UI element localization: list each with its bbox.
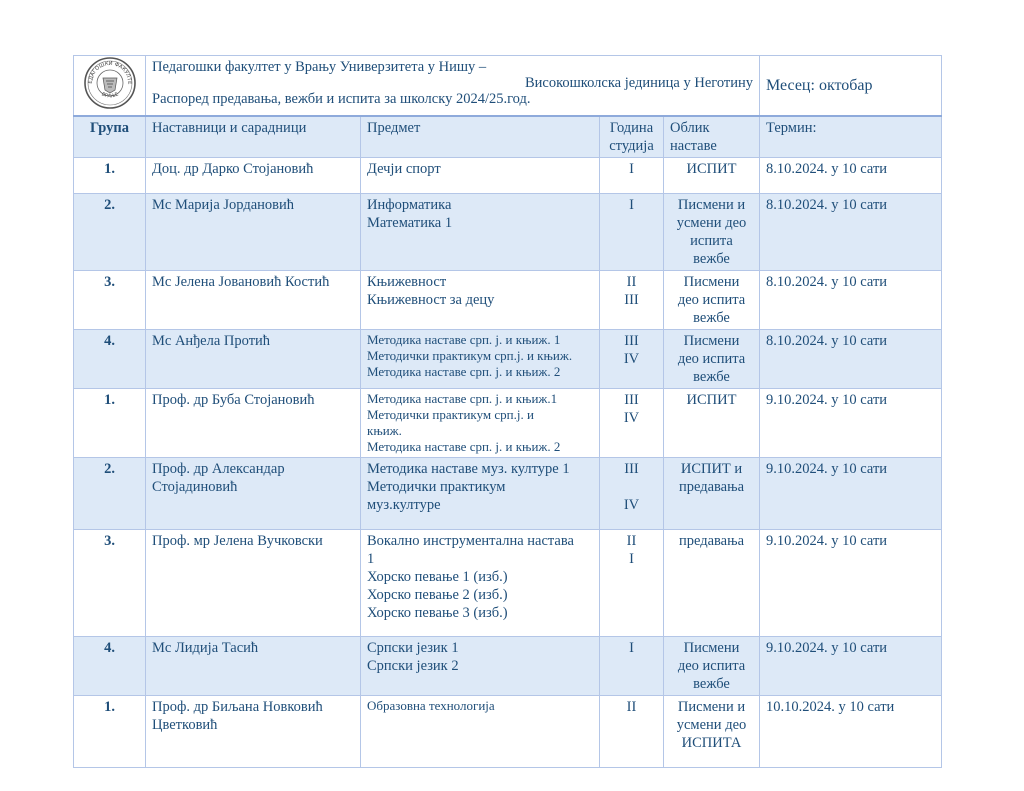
years-line: III — [624, 461, 639, 477]
title-line-3: Распоред предавања, вежби и испита за школску 2024/25.год. — [152, 91, 531, 107]
teacher-name — [146, 271, 361, 330]
form-line: део испита — [677, 658, 746, 674]
subjects-line: Методика наставе срп. ј. и књиж. 2 — [367, 439, 561, 454]
subject-list — [361, 637, 600, 696]
group-number: 1. — [74, 696, 146, 768]
form-line: Писмени — [683, 333, 740, 349]
form-line: ИСПИТ — [686, 392, 737, 408]
exam-term: 9.10.2024. у 10 сати — [760, 530, 942, 637]
exam-term: 10.10.2024. у 10 сати — [760, 696, 942, 768]
years-line: I — [629, 640, 634, 656]
subjects-line: Хорско певање 1 (изб.) — [367, 569, 508, 585]
form-line: вежбе — [693, 676, 730, 692]
teaching-form — [664, 271, 760, 330]
teaching-form — [664, 696, 760, 768]
table-row — [74, 637, 942, 696]
exam-term: 9.10.2024. у 10 сати — [760, 637, 942, 696]
teacher-line: Стојадиновић — [152, 479, 238, 495]
years-line: III — [624, 392, 639, 408]
exam-term: 8.10.2024. у 10 сати — [760, 330, 942, 389]
teacher-line: Мс Марија Јордановић — [152, 197, 295, 213]
form-line: вежбе — [693, 251, 730, 267]
teacher-line: Мс Јелена Јовановић Костић — [152, 274, 330, 290]
group-number: 4. — [74, 330, 146, 389]
teacher-name — [146, 458, 361, 530]
teaching-form — [664, 389, 760, 458]
subjects-line: Методика наставе муз. културе 1 — [367, 461, 570, 477]
subject-list — [361, 389, 600, 458]
years-line: IV — [623, 351, 640, 367]
form-line: вежбе — [693, 369, 730, 385]
study-year — [600, 271, 664, 330]
subjects-line: Вокално инструментална настава — [367, 533, 574, 549]
teacher-name — [146, 194, 361, 271]
subject-list — [361, 330, 600, 389]
col-year-header-line1: Година — [609, 120, 654, 136]
subjects-line: Математика 1 — [367, 215, 453, 231]
years-line: IV — [623, 497, 640, 513]
study-year — [600, 158, 664, 194]
table-row — [74, 696, 942, 768]
form-line: усмени део — [676, 717, 747, 733]
years-line: II — [626, 274, 637, 290]
years-line: I — [629, 197, 634, 213]
subjects-line: Методика наставе срп. ј. и књиж. 2 — [367, 364, 561, 379]
form-line: предавања — [678, 533, 745, 549]
exam-term: 9.10.2024. у 10 сати — [760, 458, 942, 530]
form-line: део испита — [677, 351, 746, 367]
subjects-line: Српски језик 2 — [367, 658, 459, 674]
subjects-line: 1 — [367, 551, 375, 567]
subjects-line: Књижевност за децу — [367, 292, 495, 308]
study-year — [600, 696, 664, 768]
years-line: I — [629, 161, 634, 177]
header-row — [74, 56, 942, 117]
subjects-line: Српски језик 1 — [367, 640, 459, 656]
teacher-line: Проф. др Биљана Новковић — [152, 699, 323, 715]
column-header-row — [74, 116, 942, 158]
teaching-form — [664, 330, 760, 389]
col-subject-header: Предмет — [361, 116, 600, 158]
form-line: испита — [690, 233, 733, 249]
form-line: ИСПИТА — [681, 735, 742, 751]
title-line-2: Високошколска јединица у Неготину — [524, 75, 754, 91]
col-teachers-header: Наставници и сарадници — [146, 116, 361, 158]
seal-text-bottom: ВРАЊЕ — [99, 91, 120, 100]
form-line: Писмени — [683, 274, 740, 290]
form-line: Писмени и — [677, 699, 746, 715]
form-line: ИСПИТ и — [680, 461, 743, 477]
seal-text-top: ЕДАГОШКИ ФАКУЛТЕ — [87, 60, 132, 85]
subject-list — [361, 194, 600, 271]
teacher-name — [146, 637, 361, 696]
document-title — [146, 56, 760, 117]
years-line: II — [626, 699, 637, 715]
subject-list — [361, 158, 600, 194]
teacher-line: Проф. мр Јелена Вучковски — [152, 533, 323, 549]
seal-cell — [74, 56, 146, 117]
subjects-line: Методички практикум — [367, 479, 506, 495]
form-line: Писмени — [683, 640, 740, 656]
exam-term: 8.10.2024. у 10 сати — [760, 194, 942, 271]
subjects-line: Хорско певање 3 (изб.) — [367, 605, 508, 621]
teaching-form — [664, 158, 760, 194]
month-label: Месец: октобар — [760, 56, 942, 117]
teacher-line: Проф. др Александар — [152, 461, 285, 477]
subjects-line: књиж. — [367, 423, 402, 438]
group-number: 2. — [74, 194, 146, 271]
group-number: 3. — [74, 530, 146, 637]
years-line: I — [629, 551, 634, 567]
col-form-header-line1: Облик — [670, 120, 710, 136]
table-row — [74, 458, 942, 530]
subject-list — [361, 530, 600, 637]
study-year — [600, 389, 664, 458]
teacher-line: Доц. др Дарко Стојановић — [152, 161, 314, 177]
subjects-line: Методички практикум срп.ј. и — [367, 407, 534, 422]
years-line: III — [624, 292, 639, 308]
col-form-header — [664, 116, 760, 158]
subject-list — [361, 696, 600, 768]
years-line — [606, 478, 657, 496]
subjects-line: Методички практикум срп.ј. и књиж. — [367, 348, 573, 363]
teacher-line: Цветковић — [152, 717, 218, 733]
study-year — [600, 530, 664, 637]
col-form-header-line2: наставе — [670, 138, 717, 154]
group-number: 1. — [74, 158, 146, 194]
table-row — [74, 389, 942, 458]
title-line-1: Педагошки факултет у Врању Универзитета у Нишу – — [152, 59, 487, 75]
subject-list — [361, 271, 600, 330]
exam-term: 8.10.2024. у 10 сати — [760, 271, 942, 330]
form-line: ИСПИТ — [686, 161, 737, 177]
form-line: усмени део — [676, 215, 747, 231]
form-line: вежбе — [693, 310, 730, 326]
subjects-line: Методика наставе срп. ј. и књиж.1 — [367, 391, 558, 406]
years-line: II — [626, 533, 637, 549]
teacher-name — [146, 389, 361, 458]
subjects-line: Информатика — [367, 197, 452, 213]
form-line: предавања — [678, 479, 745, 495]
teaching-form — [664, 458, 760, 530]
teacher-line: Мс Лидија Тасић — [152, 640, 259, 656]
study-year — [600, 194, 664, 271]
faculty-seal-icon — [83, 56, 137, 110]
teaching-form — [664, 637, 760, 696]
study-year — [600, 458, 664, 530]
teacher-line: Проф. др Буба Стојановић — [152, 392, 315, 408]
table-row — [74, 271, 942, 330]
group-number: 2. — [74, 458, 146, 530]
teacher-name — [146, 696, 361, 768]
teacher-line: Мс Анђела Протић — [152, 333, 271, 349]
subjects-line: Хорско певање 2 (изб.) — [367, 587, 508, 603]
group-number: 3. — [74, 271, 146, 330]
form-line: Писмени и — [677, 197, 746, 213]
group-number: 1. — [74, 389, 146, 458]
col-group-header: Група — [74, 116, 146, 158]
schedule-table — [73, 55, 942, 768]
subjects-line: Дечји спорт — [367, 161, 441, 177]
col-term-header: Термин: — [760, 116, 942, 158]
study-year — [600, 637, 664, 696]
table-row — [74, 530, 942, 637]
table-row — [74, 330, 942, 389]
form-line: део испита — [677, 292, 746, 308]
subjects-line: Књижевност — [367, 274, 447, 290]
years-line: IV — [623, 410, 640, 426]
group-number: 4. — [74, 637, 146, 696]
exam-term: 8.10.2024. у 10 сати — [760, 158, 942, 194]
table-row — [74, 194, 942, 271]
teacher-name — [146, 158, 361, 194]
col-year-header — [600, 116, 664, 158]
teaching-form — [664, 530, 760, 637]
teacher-name — [146, 330, 361, 389]
table-row — [74, 158, 942, 194]
subjects-line: муз.културе — [367, 497, 441, 513]
teacher-name — [146, 530, 361, 637]
subjects-line: Образовна технологија — [367, 698, 495, 713]
schedule-body — [74, 158, 942, 768]
subject-list — [361, 458, 600, 530]
teaching-form — [664, 194, 760, 271]
subjects-line: Методика наставе срп. ј. и књиж. 1 — [367, 332, 561, 347]
study-year — [600, 330, 664, 389]
exam-term: 9.10.2024. у 10 сати — [760, 389, 942, 458]
col-year-header-line2: студија — [609, 138, 654, 154]
years-line: III — [624, 333, 639, 349]
